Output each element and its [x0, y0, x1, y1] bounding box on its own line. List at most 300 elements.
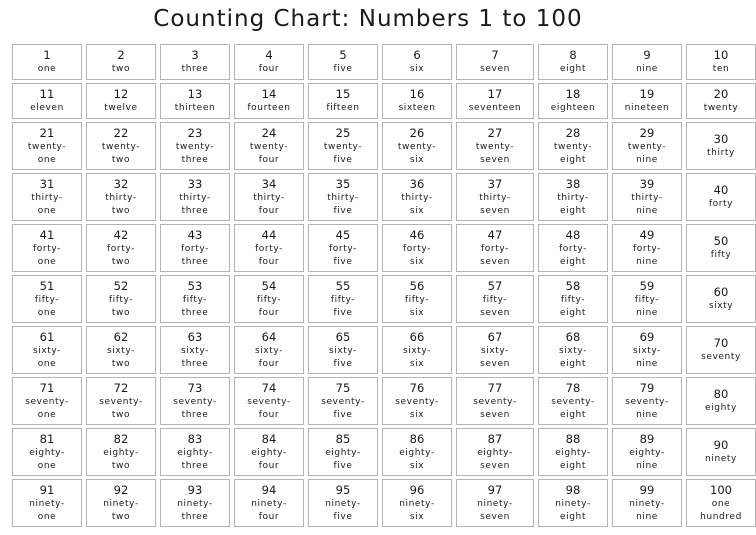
cell-word: thirty-	[179, 192, 211, 203]
cell-number: 86	[409, 431, 425, 446]
cell-number: 62	[113, 329, 129, 344]
cell-number: 84	[261, 431, 277, 446]
cell-word: ninety-	[251, 498, 287, 509]
cell-word: eighty	[705, 403, 737, 413]
cell-word: three	[181, 256, 209, 267]
cell-word: twenty-	[175, 141, 215, 152]
cell-number: 78	[565, 380, 581, 395]
cell-number: 15	[335, 87, 351, 101]
cell-number: 19	[639, 87, 655, 101]
chart-cell	[86, 326, 156, 374]
cell-word: eighty-	[29, 447, 65, 458]
cell-word: twenty-	[249, 141, 289, 152]
chart-cell	[382, 224, 452, 272]
cell-number: 82	[113, 431, 129, 446]
chart-cell	[234, 479, 304, 527]
cell-number: 87	[487, 431, 503, 446]
cell-number: 5	[339, 48, 347, 62]
cell-number: 85	[335, 431, 351, 446]
cell-word: three	[181, 460, 209, 471]
chart-cell	[538, 428, 608, 476]
cell-number: 35	[335, 176, 351, 191]
chart-cell	[86, 173, 156, 221]
cell-word: five	[333, 409, 353, 420]
cell-number: 83	[187, 431, 203, 446]
cell-word: eight	[560, 358, 586, 369]
cell-word: nine	[636, 307, 658, 318]
cell-number: 92	[113, 482, 129, 497]
chart-cell	[160, 275, 230, 323]
cell-word: thirty-	[557, 192, 589, 203]
cell-word: sixty-	[180, 345, 210, 356]
cell-word: nineteen	[624, 103, 670, 113]
cell-word: one	[711, 498, 731, 509]
cell-word: ninety-	[29, 498, 65, 509]
cell-word: four	[258, 205, 280, 216]
chart-cell	[86, 275, 156, 323]
cell-word: fifteen	[326, 103, 360, 113]
cell-word: eighty-	[325, 447, 361, 458]
cell-word: seven	[480, 307, 510, 318]
cell-word: one	[37, 256, 57, 267]
cell-number: 94	[261, 482, 277, 497]
cell-word: five	[333, 358, 353, 369]
cell-word: twenty-	[475, 141, 515, 152]
chart-cell	[612, 479, 682, 527]
cell-word: twenty-	[27, 141, 67, 152]
chart-cell	[612, 377, 682, 425]
cell-word: fifty-	[560, 294, 586, 305]
cell-word: forty-	[559, 243, 587, 254]
cell-word: five	[333, 511, 353, 522]
cell-word: thirty	[707, 148, 735, 158]
cell-number: 70	[713, 336, 729, 350]
cell-number: 21	[39, 125, 55, 140]
cell-word: sixty-	[402, 345, 432, 356]
cell-word: six	[409, 64, 425, 74]
cell-word: eleven	[30, 103, 64, 113]
cell-word: thirty-	[631, 192, 663, 203]
cell-word: six	[409, 256, 425, 267]
cell-number: 13	[187, 87, 203, 101]
cell-word: forty	[708, 199, 734, 209]
chart-cell	[612, 83, 682, 119]
chart-cell	[234, 377, 304, 425]
cell-number: 73	[187, 380, 203, 395]
cell-word: seven	[480, 64, 510, 74]
cell-word: thirteen	[174, 103, 216, 113]
cell-number: 71	[39, 380, 55, 395]
cell-number: 32	[113, 176, 129, 191]
cell-word: seventy-	[99, 396, 143, 407]
chart-cell	[456, 83, 534, 119]
cell-word: one	[37, 460, 57, 471]
cell-word: seven	[480, 460, 510, 471]
cell-number: 40	[713, 183, 729, 197]
cell-number: 91	[39, 482, 55, 497]
chart-cell	[160, 377, 230, 425]
cell-word: seventy-	[321, 396, 365, 407]
cell-number: 74	[261, 380, 277, 395]
cell-word: sixty	[708, 301, 734, 311]
cell-number: 43	[187, 227, 203, 242]
cell-word: one	[37, 511, 57, 522]
cell-number: 11	[39, 87, 55, 101]
cell-number: 22	[113, 125, 129, 140]
chart-cell	[382, 326, 452, 374]
cell-word: six	[409, 205, 425, 216]
page-title: Counting Chart: Numbers 1 to 100	[153, 6, 583, 32]
cell-word: seven	[480, 256, 510, 267]
chart-cell	[686, 479, 756, 527]
chart-cell	[612, 173, 682, 221]
cell-word: seventy-	[173, 396, 217, 407]
cell-word: one	[37, 307, 57, 318]
cell-word: eighty-	[177, 447, 213, 458]
cell-word: fifty-	[482, 294, 508, 305]
cell-number: 97	[487, 482, 503, 497]
chart-cell	[160, 326, 230, 374]
chart-cell	[308, 44, 378, 80]
chart-cell	[538, 275, 608, 323]
cell-word: four	[258, 358, 280, 369]
cell-word: three	[181, 205, 209, 216]
chart-cell	[308, 377, 378, 425]
chart-cell	[160, 428, 230, 476]
cell-number: 42	[113, 227, 129, 242]
cell-number: 59	[639, 278, 655, 293]
cell-word: nine	[636, 511, 658, 522]
cell-number: 20	[713, 87, 729, 101]
cell-number: 77	[487, 380, 503, 395]
cell-number: 72	[113, 380, 129, 395]
cell-word: thirty-	[401, 192, 433, 203]
chart-cell	[308, 83, 378, 119]
chart-cell	[456, 44, 534, 80]
chart-cell	[234, 326, 304, 374]
cell-word: fifty-	[330, 294, 356, 305]
cell-number: 95	[335, 482, 351, 497]
cell-word: ninety	[705, 454, 737, 464]
chart-cell	[160, 479, 230, 527]
chart-cell	[308, 173, 378, 221]
cell-number: 8	[569, 48, 577, 62]
cell-number: 51	[39, 278, 55, 293]
cell-word: three	[181, 64, 209, 74]
chart-cell	[456, 377, 534, 425]
cell-number: 96	[409, 482, 425, 497]
cell-word: forty-	[255, 243, 283, 254]
cell-word: seventy-	[395, 396, 439, 407]
counting-chart-grid	[12, 44, 742, 530]
cell-number: 16	[409, 87, 425, 101]
cell-number: 49	[639, 227, 655, 242]
chart-cell	[86, 122, 156, 170]
cell-word: eight	[560, 154, 586, 165]
cell-word: five	[333, 256, 353, 267]
chart-cell	[538, 83, 608, 119]
chart-cell	[538, 326, 608, 374]
cell-number: 66	[409, 329, 425, 344]
cell-number: 17	[487, 87, 503, 101]
cell-word: four	[258, 64, 280, 74]
cell-word: fifty	[710, 250, 732, 260]
cell-word: nine	[636, 256, 658, 267]
cell-number: 75	[335, 380, 351, 395]
cell-word: ninety-	[325, 498, 361, 509]
cell-word: eight	[560, 205, 586, 216]
cell-word: fifty-	[256, 294, 282, 305]
cell-word: seven	[480, 511, 510, 522]
cell-number: 55	[335, 278, 351, 293]
cell-number: 48	[565, 227, 581, 242]
cell-word: twenty-	[553, 141, 593, 152]
cell-number: 60	[713, 285, 729, 299]
cell-word: four	[258, 511, 280, 522]
cell-word: six	[409, 154, 425, 165]
cell-number: 68	[565, 329, 581, 344]
cell-word: ninety-	[399, 498, 435, 509]
cell-word: fifty-	[34, 294, 60, 305]
cell-word: eighty-	[103, 447, 139, 458]
cell-number: 90	[713, 438, 729, 452]
chart-cell	[538, 122, 608, 170]
chart-cell	[456, 224, 534, 272]
cell-word: eight	[560, 256, 586, 267]
cell-number: 41	[39, 227, 55, 242]
cell-word: eight	[560, 511, 586, 522]
cell-word: thirty-	[105, 192, 137, 203]
cell-word: nine	[636, 358, 658, 369]
cell-number: 61	[39, 329, 55, 344]
cell-word: sixty-	[32, 345, 62, 356]
cell-word: sixty-	[106, 345, 136, 356]
cell-word: forty-	[107, 243, 135, 254]
cell-number: 80	[713, 387, 729, 401]
cell-word: two	[111, 358, 131, 369]
cell-number: 44	[261, 227, 277, 242]
chart-cell	[612, 275, 682, 323]
cell-word: fourteen	[247, 103, 291, 113]
chart-cell	[382, 173, 452, 221]
chart-cell	[308, 428, 378, 476]
cell-word: sixty-	[480, 345, 510, 356]
cell-word: eight	[560, 409, 586, 420]
cell-number: 39	[639, 176, 655, 191]
cell-word: eighty-	[629, 447, 665, 458]
cell-word: fifty-	[182, 294, 208, 305]
cell-word: ten	[712, 64, 730, 74]
chart-cell	[456, 326, 534, 374]
chart-cell	[382, 377, 452, 425]
cell-number: 79	[639, 380, 655, 395]
chart-cell	[160, 122, 230, 170]
chart-cell	[686, 224, 756, 272]
cell-number: 56	[409, 278, 425, 293]
cell-number: 12	[113, 87, 129, 101]
cell-word: two	[111, 460, 131, 471]
cell-number: 67	[487, 329, 503, 344]
chart-cell	[308, 275, 378, 323]
cell-word: one	[37, 358, 57, 369]
chart-cell	[12, 275, 82, 323]
chart-cell	[612, 122, 682, 170]
cell-word: three	[181, 307, 209, 318]
cell-number: 27	[487, 125, 503, 140]
cell-number: 64	[261, 329, 277, 344]
cell-word: four	[258, 307, 280, 318]
cell-word: six	[409, 358, 425, 369]
cell-number: 54	[261, 278, 277, 293]
cell-word: nine	[636, 205, 658, 216]
cell-word: ninety-	[555, 498, 591, 509]
cell-number: 23	[187, 125, 203, 140]
cell-word: seventy-	[25, 396, 69, 407]
chart-cell	[12, 173, 82, 221]
cell-number: 65	[335, 329, 351, 344]
cell-number: 57	[487, 278, 503, 293]
cell-word: forty-	[633, 243, 661, 254]
cell-word: forty-	[329, 243, 357, 254]
chart-cell	[456, 275, 534, 323]
cell-word: fifty-	[108, 294, 134, 305]
chart-cell	[382, 83, 452, 119]
cell-word: nine	[636, 64, 658, 74]
cell-word: eighteen	[550, 103, 596, 113]
cell-number: 24	[261, 125, 277, 140]
cell-word: forty-	[33, 243, 61, 254]
cell-word: four	[258, 460, 280, 471]
chart-cell	[456, 122, 534, 170]
chart-cell	[86, 479, 156, 527]
chart-cell	[382, 479, 452, 527]
cell-word: fifty-	[404, 294, 430, 305]
cell-number: 28	[565, 125, 581, 140]
chart-cell	[538, 479, 608, 527]
cell-word: eight	[560, 460, 586, 471]
chart-cell	[12, 122, 82, 170]
cell-word: five	[333, 307, 353, 318]
chart-cell	[86, 428, 156, 476]
cell-number: 6	[413, 48, 421, 62]
chart-cell	[308, 479, 378, 527]
cell-word: four	[258, 256, 280, 267]
chart-cell	[234, 275, 304, 323]
chart-cell	[686, 122, 756, 170]
cell-number: 63	[187, 329, 203, 344]
cell-number: 69	[639, 329, 655, 344]
cell-word: thirty-	[253, 192, 285, 203]
cell-word: twenty	[703, 103, 739, 113]
cell-word: eight	[560, 307, 586, 318]
cell-number: 100	[710, 482, 732, 497]
cell-word: three	[181, 511, 209, 522]
cell-word: three	[181, 358, 209, 369]
cell-number: 18	[565, 87, 581, 101]
cell-word: ninety-	[177, 498, 213, 509]
chart-cell	[686, 377, 756, 425]
chart-cell	[86, 224, 156, 272]
cell-word: two	[111, 64, 131, 74]
cell-word: eighty-	[477, 447, 513, 458]
cell-word: one	[37, 205, 57, 216]
cell-number: 88	[565, 431, 581, 446]
cell-number: 34	[261, 176, 277, 191]
cell-word: sixty-	[254, 345, 284, 356]
chart-cell	[382, 122, 452, 170]
cell-word: five	[333, 205, 353, 216]
cell-word: thirty-	[479, 192, 511, 203]
cell-number: 7	[491, 48, 499, 62]
cell-number: 38	[565, 176, 581, 191]
cell-word: six	[409, 307, 425, 318]
cell-word: ninety-	[477, 498, 513, 509]
cell-word: two	[111, 256, 131, 267]
chart-cell	[12, 44, 82, 80]
cell-word: twenty-	[323, 141, 363, 152]
cell-word: sixty-	[632, 345, 662, 356]
cell-word: seventy-	[551, 396, 595, 407]
cell-word: forty-	[481, 243, 509, 254]
cell-word: forty-	[181, 243, 209, 254]
chart-cell	[382, 44, 452, 80]
cell-number: 37	[487, 176, 503, 191]
cell-word: seventy-	[247, 396, 291, 407]
cell-number: 45	[335, 227, 351, 242]
cell-word: sixty-	[328, 345, 358, 356]
cell-word: one	[37, 154, 57, 165]
cell-word: seventeen	[468, 103, 522, 113]
cell-word: thirty-	[327, 192, 359, 203]
chart-cell	[234, 224, 304, 272]
chart-cell	[612, 428, 682, 476]
cell-number: 46	[409, 227, 425, 242]
chart-cell	[234, 122, 304, 170]
cell-word: three	[181, 154, 209, 165]
chart-cell	[12, 224, 82, 272]
cell-number: 99	[639, 482, 655, 497]
cell-number: 2	[117, 48, 125, 62]
cell-word: thirty-	[31, 192, 63, 203]
cell-number: 76	[409, 380, 425, 395]
cell-word: forty-	[403, 243, 431, 254]
cell-word: eight	[560, 64, 586, 74]
chart-cell	[12, 377, 82, 425]
chart-cell	[234, 173, 304, 221]
chart-cell	[456, 428, 534, 476]
chart-cell	[86, 377, 156, 425]
cell-number: 30	[713, 132, 729, 146]
cell-word: seventy-	[625, 396, 669, 407]
chart-cell	[12, 83, 82, 119]
chart-cell	[538, 224, 608, 272]
chart-cell	[86, 44, 156, 80]
cell-number: 50	[713, 234, 729, 248]
cell-number: 10	[713, 48, 729, 62]
chart-cell	[234, 44, 304, 80]
chart-cell	[612, 224, 682, 272]
cell-word: seventy	[701, 352, 741, 362]
cell-number: 89	[639, 431, 655, 446]
cell-word: seven	[480, 154, 510, 165]
cell-word: twenty-	[627, 141, 667, 152]
chart-cell	[308, 224, 378, 272]
chart-cell	[456, 173, 534, 221]
chart-cell	[160, 173, 230, 221]
cell-word: five	[333, 64, 353, 74]
chart-cell	[160, 44, 230, 80]
chart-cell	[686, 44, 756, 80]
